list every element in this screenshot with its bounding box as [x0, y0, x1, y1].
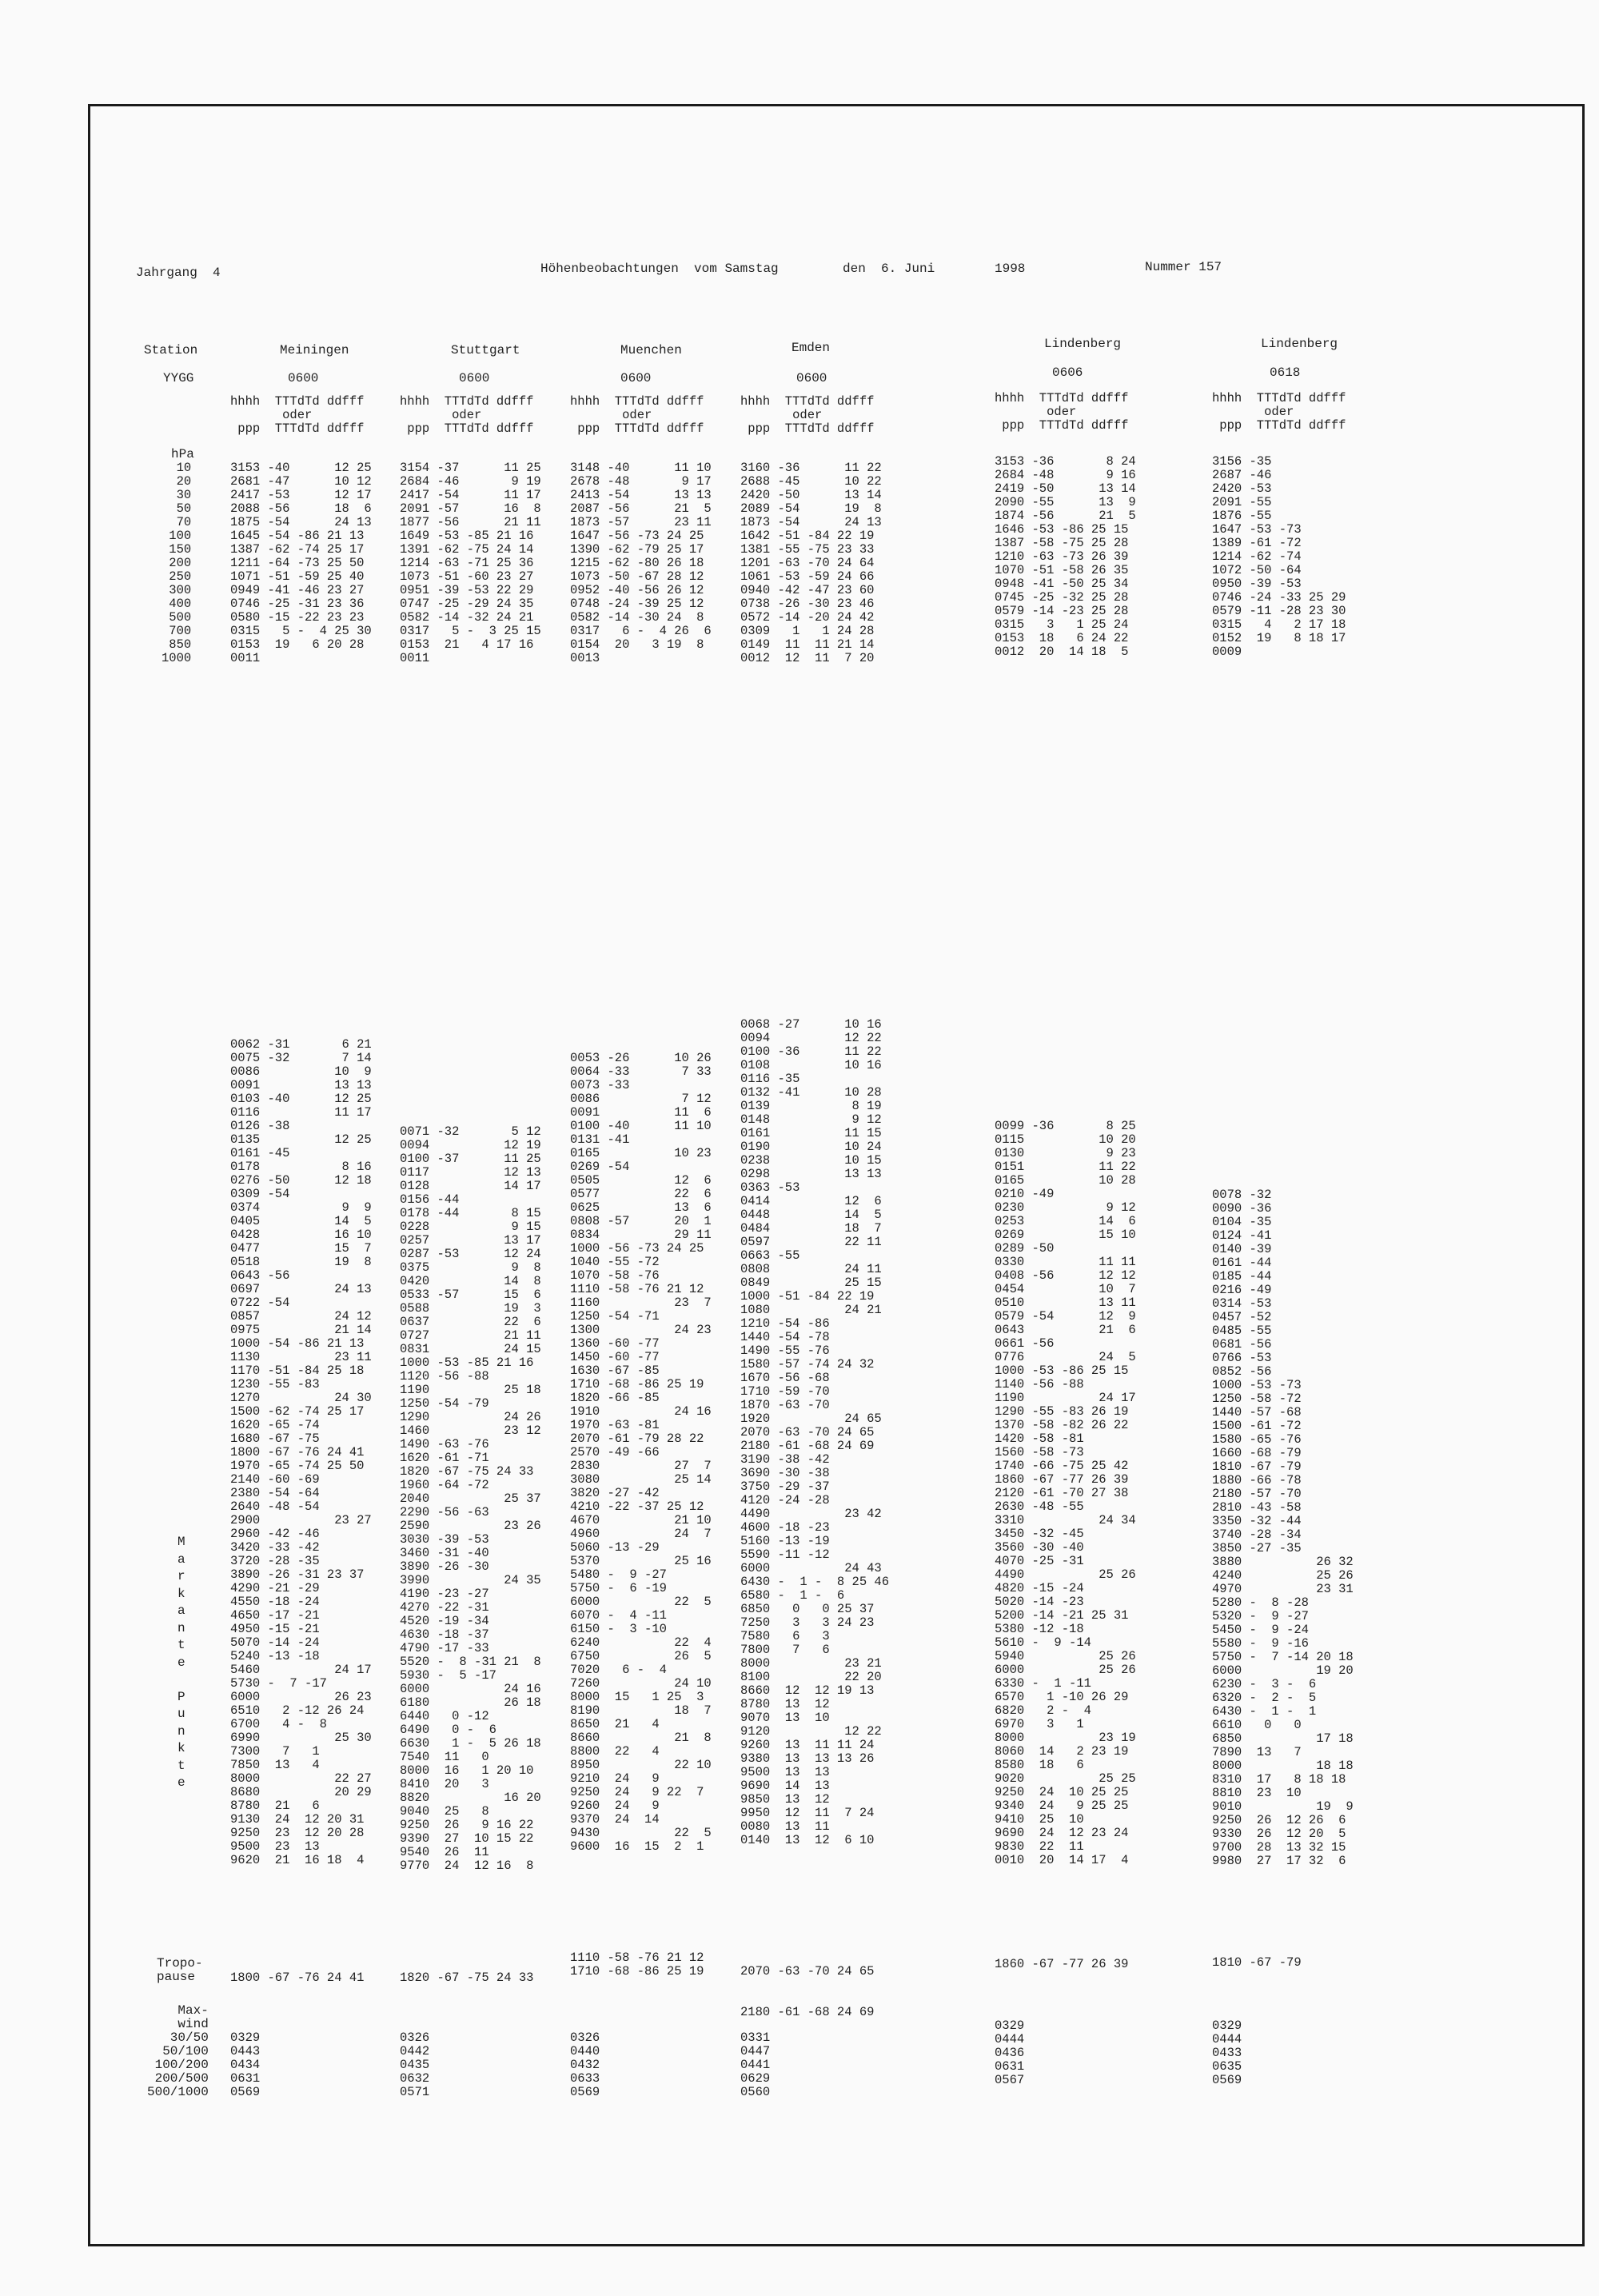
station-yygg: 0600: [288, 371, 319, 385]
tropopause-value: 2070 -63 -70 24 65 2180 -61 -68 24 69: [740, 1964, 875, 2019]
date-label: den 6. Juni: [843, 262, 935, 276]
tropopause-value: 1800 -67 -76 24 41: [230, 1971, 365, 1985]
maxwind-values: 0329 0444 0433 0635 0569: [1212, 2018, 1242, 2087]
station-name: Lindenberg: [1044, 337, 1122, 351]
year-label: 1998: [995, 262, 1026, 276]
issue-number: Nummer 157: [1145, 260, 1222, 274]
pressure-levels: 10 20 30 50 70 100 150 200 250 300 400 500 700 850 1000: [161, 461, 192, 665]
significant-points-block: 0053 -26 10 26 0064 -33 7 33 0073 -33 0086 7 12 0091 11 6 0100 -40 11 10 0131 -41 0165 10 23 0269 -54 0505 12 6 0577 22 6 0625 13 6 0808 -57 20 1 0834 29 11 1000 -56 -73 24 25 1040 -55 -72 1070 -58 -76 1110 -58 -76 21 12 1160 23 7 1250 -54 -71 1300 24 23 1360 -60 -77 1450 -60 -77 1630 -67 -85 1710 -68 -86 25 19 1820 -66 -85 1910 24 16 1970 -63 -81 2070 -61 -79 28 22 2570 -49 -66 2830 27 7 3080 25 14 3820 -27 -42 4210 -22 -37 25 12 4670 21 10 4960 24 7 5060 -13 -29 5370 25 16 5480 - 9 -27 5750 - 6 -19 6000 22 5 6070 - 4 -11 6150 - 3 -10 6240 22 4 6750 26 5 7020 6 - 4 7260 24 10 8000 15 1 25 3 8190 18 7 8650 21 4 8660 21 8 8800 22 4 8950 22 10 9210 24 9 9250 24 9 22 7 9260 24 9 9370 24 14 9430 22 5 9600 16 15 2 1: [570, 1051, 712, 1854]
significant-points-block: 0099 -36 8 25 0115 10 20 0130 9 23 0151 11 22 0165 10 28 0210 -49 0230 9 12 0253 14 6 0269 15 10 0289 -50 0330 11 11 0408 -56 12 12 0454 10 7 0510 13 11 0579 -54 12 9 0643 21 6 0661 -56 0776 24 5 1000 -53 -86 25 15 1140 -56 -88 1190 24 17 1290 -55 -83 26 19 1370 -58 -82 26 22 1420 -58 -81 1560 -58 -73 1740 -66 -75 25 42 1860 -67 -77 26 39 2120 -61 -70 27 38 2630 -48 -55 3310 24 34 3450 -32 -45 3560 -30 -40 4070 -25 -31 4490 25 26 4820 -15 -24 5020 -14 -23 5200 -14 -21 25 31 5380 -12 -18 5610 - 9 -14 5940 25 26 6000 25 26 6330 - 1 -11 6570 1 -10 26 29 6820 2 - 4 6970 3 1 8000 23 19 8060 14 2 23 19 8580 18 6 9020 25 25 9250 24 10 25 25 9340 24 9 25 25 9410 25 10 9690 24 12 23 24 9830 22 11 0010 20 14 17 4: [995, 1119, 1136, 1867]
column-header: hhhh TTTdTd ddfff oder ppp TTTdTd ddfff: [1212, 391, 1346, 433]
standard-levels-block: 3153 -36 8 24 2684 -48 9 16 2419 -50 13 14 2090 -55 13 9 1874 -56 21 5 1646 -53 -86 25 15 1387 -58 -75 25 28 1210 -63 -73 26 39 1070 -51 -58 26 35 0948 -41 -50 25 34 0745 -25 -32 25 28 0579 -14 -23 25 28 0315 3 1 25 24 0153 18 6 24 22 0012 20 14 18 5: [995, 454, 1136, 659]
significant-points-block: 0062 -31 6 21 0075 -32 7 14 0086 10 9 0091 13 13 0103 -40 12 25 0116 11 17 0126 -38 0135 12 25 0161 -45 0178 8 16 0276 -50 12 18 0309 -54 0374 9 9 0405 14 5 0428 16 10 0477 15 7 0518 19 8 0643 -56 0697 24 13 0722 -54 0857 24 12 0975 21 14 1000 -54 -86 21 13 1130 23 11 1170 -51 -84 25 18 1230 -55 -83 1270 24 30 1500 -62 -74 25 17 1620 -65 -74 1680 -67 -75 1800 -67 -76 24 41 1970 -65 -74 25 50 2140 -60 -69 2380 -54 -64 2640 -48 -54 2900 23 27 2960 -42 -46 3420 -33 -42 3720 -28 -35 3890 -26 -31 23 37 4290 -21 -29 4550 -18 -24 4650 -17 -21 4950 -15 -21 5070 -14 -24 5240 -13 -18 5460 24 17 5730 - 7 -17 6000 26 23 6510 2 -12 26 24 6700 4 - 8 6990 25 30 7300 7 1 7850 13 4 8000 22 27 8680 20 29 8780 21 6 9130 24 12 20 31 9250 23 12 20 28 9500 23 13 9620 21 16 18 4: [230, 1037, 372, 1867]
markante-punkte-label: M a r k a n t e P u n k t e: [177, 1535, 185, 1790]
significant-points-block: 0071 -32 5 12 0094 12 19 0100 -37 11 25 0117 12 13 0128 14 17 0156 -44 0178 -44 8 15 0228 9 15 0257 13 17 0287 -53 12 24 0375 9 8 0420 14 8 0533 -57 15 6 0588 19 3 0637 22 6 0727 21 11 0831 24 15 1000 -53 -85 21 16 1120 -56 -88 1190 25 18 1250 -54 -79 1290 24 26 1460 23 12 1490 -63 -76 1620 -61 -71 1820 -67 -75 24 33 1960 -64 -72 2040 25 37 2290 -56 -63 2590 23 26 3030 -39 -53 3460 -31 -40 3890 -26 -30 3990 24 35 4190 -23 -27 4270 -22 -31 4520 -19 -34 4630 -18 -37 4790 -17 -33 5520 - 8 -31 21 8 5930 - 5 -17 6000 24 16 6180 26 18 6440 0 -12 6490 0 - 6 6630 1 - 5 26 18 7540 11 0 8000 16 1 20 10 8410 20 3 8820 16 20 9040 25 8 9250 26 9 16 22 9390 27 10 15 22 9540 26 11 9770 24 12 16 8: [400, 1124, 541, 1873]
page-title: Höhenbeobachtungen vom Samstag: [540, 262, 779, 276]
station-yygg: 0600: [796, 371, 827, 385]
yygg-label: YYGG: [163, 371, 194, 385]
station-yygg: 0606: [1052, 365, 1083, 380]
tropopause-value: 1810 -67 -79: [1212, 1955, 1302, 1970]
station-name: Emden: [792, 341, 831, 355]
hpa-label: hPa: [171, 447, 194, 461]
tropopause-value: 1860 -67 -77 26 39: [995, 1957, 1129, 1971]
station-label: Station: [144, 343, 198, 357]
standard-levels-block: 3156 -35 2687 -46 2420 -53 2091 -55 1876 -55 1647 -53 -73 1389 -61 -72 1214 -62 -74 1072 -50 -64 0950 -39 -53 0746 -24 -33 25 29 0579 -11 -28 23 30 0315 4 2 17 18 0152 19 8 18 17 0009: [1212, 454, 1346, 659]
significant-points-block: 0068 -27 10 16 0094 12 22 0100 -36 11 22 0108 10 16 0116 -35 0132 -41 10 28 0139 8 19 0148 9 12 0161 11 15 0190 10 24 0238 10 15 0298 13 13 0363 -53 0414 12 6 0448 14 5 0484 18 7 0597 22 11 0663 -55 0808 24 11 0849 25 15 1000 -51 -84 22 19 1080 24 21 1210 -54 -86 1440 -54 -78 1490 -55 -76 1580 -57 -74 24 32 1670 -56 -68 1710 -59 -70 1870 -63 -70 1920 24 65 2070 -63 -70 24 65 2180 -61 -68 24 69 3190 -38 -42 3690 -30 -38 3750 -29 -37 4120 -24 -28 4490 23 42 4600 -18 -23 5160 -13 -19 5590 -11 -12 6000 24 43 6430 - 1 - 8 25 46 6580 - 1 - 6 6850 0 0 25 37 7250 3 3 24 23 7580 6 3 7800 7 6 8000 23 21 8100 22 20 8660 12 12 19 13 8780 13 12 9070 13 10 9120 12 22 9260 13 11 11 24 9380 13 13 13 26 9500 13 13 9690 14 13 9850 13 12 9950 12 11 7 24 0080 13 11 0140 13 12 6 10: [740, 1017, 890, 1847]
station-yygg: 0600: [459, 371, 490, 385]
station-name: Stuttgart: [451, 343, 520, 357]
standard-levels-block: 3153 -40 12 25 2681 -47 10 12 2417 -53 12 17 2088 -56 18 6 1875 -54 24 13 1645 -54 -86 21 13 1387 -62 -74 25 17 1211 -64 -73 25 50 1071 -51 -59 25 40 0949 -41 -46 23 27 0746 -25 -31 23 36 0580 -15 -22 23 23 0315 5 - 4 25 30 0153 19 6 20 28 0011: [230, 461, 372, 665]
standard-levels-block: 3148 -40 11 10 2678 -48 9 17 2413 -54 13 13 2087 -56 21 5 1873 -57 23 11 1647 -56 -73 24 25 1390 -62 -79 25 17 1215 -62 -80 26 18 1073 -50 -67 28 12 0952 -40 -56 26 12 0748 -24 -39 25 12 0582 -14 -30 24 8 0317 6 - 4 26 6 0154 20 3 19 8 0013: [570, 461, 712, 665]
column-header: hhhh TTTdTd ddfff oder ppp TTTdTd ddfff: [740, 394, 875, 436]
station-name: Muenchen: [620, 343, 682, 357]
maxwind-values: 0326 0440 0432 0633 0569: [570, 2030, 600, 2099]
tropopause-value: 1820 -67 -75 24 33: [400, 1971, 534, 1985]
jahrgang-label: Jahrgang 4: [136, 266, 221, 280]
station-name: Meiningen: [280, 343, 349, 357]
maxwind-values: 0329 0443 0434 0631 0569: [230, 2030, 261, 2099]
maxwind-values: 0331 0447 0441 0629 0560: [740, 2030, 771, 2099]
column-header: hhhh TTTdTd ddfff oder ppp TTTdTd ddfff: [995, 391, 1129, 433]
maxwind-values: 0326 0442 0435 0632 0571: [400, 2030, 430, 2099]
maxwind-values: 0329 0444 0436 0631 0567: [995, 2018, 1025, 2087]
maxwind-label: Max- wind 30/50 50/100 100/200 200/500 500/1000: [147, 2003, 209, 2099]
station-yygg: 0618: [1270, 365, 1301, 380]
column-header: hhhh TTTdTd ddfff oder ppp TTTdTd ddfff: [570, 394, 704, 436]
standard-levels-block: 3154 -37 11 25 2684 -46 9 19 2417 -54 11 17 2091 -57 16 8 1877 -56 21 11 1649 -53 -85 21 16 1391 -62 -75 24 14 1214 -63 -71 25 36 1073 -51 -60 23 27 0951 -39 -53 22 29 0747 -25 -29 24 35 0582 -14 -32 24 21 0317 5 - 3 25 15 0153 21 4 17 16 0011: [400, 461, 541, 665]
tropopause-label: Tropo- pause: [157, 1956, 203, 1984]
column-header: hhhh TTTdTd ddfff oder ppp TTTdTd ddfff: [400, 394, 534, 436]
tropopause-value: 1110 -58 -76 21 12 1710 -68 -86 25 19: [570, 1951, 704, 1979]
station-name: Lindenberg: [1261, 337, 1338, 351]
station-yygg: 0600: [620, 371, 652, 385]
column-header: hhhh TTTdTd ddfff oder ppp TTTdTd ddfff: [230, 394, 365, 436]
standard-levels-block: 3160 -36 11 22 2688 -45 10 22 2420 -50 13 14 2089 -54 19 8 1873 -54 24 13 1642 -51 -84 22 19 1381 -55 -75 23 33 1201 -63 -70 24 64 1061 -53 -59 24 66 0940 -42 -47 23 60 0738 -26 -30 23 46 0572 -14 -20 24 42 0309 1 1 24 28 0149 11 11 21 14 0012 12 11 7 20: [740, 461, 882, 665]
significant-points-block: 0078 -32 0090 -36 0104 -35 0124 -41 0140 -39 0161 -44 0185 -44 0216 -49 0314 -53 0457 -52 0485 -55 0681 -56 0766 -53 0852 -56 1000 -53 -73 1250 -58 -72 1440 -57 -68 1500 -61 -72 1580 -65 -76 1660 -68 -79 1810 -67 -79 1880 -66 -78 2180 -57 -70 2810 -43 -58 3350 -32 -44 3740 -28 -34 3850 -27 -35 3880 26 32 4240 25 26 4970 23 31 5280 - 8 -28 5320 - 9 -27 5450 - 9 -24 5580 - 9 -16 5750 - 7 -14 20 18 6000 19 20 6230 - 3 - 6 6320 - 2 - 5 6430 - 1 - 1 6610 0 0 6850 17 18 7890 13 7 8000 18 18 8310 17 8 18 18 8810 23 10 9010 19 9 9250 26 12 26 6 9330 26 12 20 5 9700 28 13 32 15 9980 27 17 32 6: [1212, 1188, 1354, 1868]
